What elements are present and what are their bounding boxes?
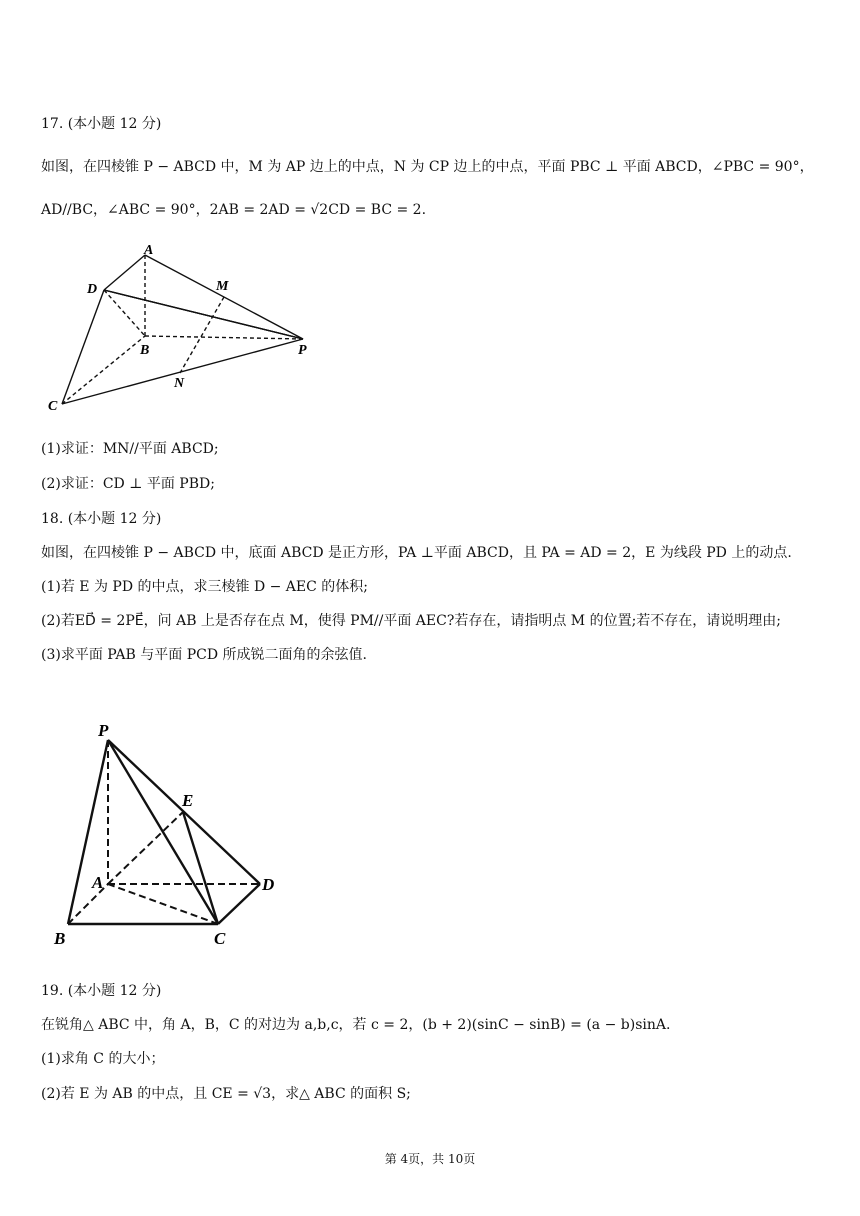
label-E: E: [182, 791, 194, 810]
edge-PB: [68, 740, 108, 924]
q19-stem: 在锐角△ ABC 中，角 A，B，C 的对边为 a,b,c，若 c = 2，(b + 2)(sinC − sinB) = (a − b)sinA.: [41, 1017, 671, 1033]
q18-part3: (3)求平面 PAB 与平面 PCD 所成锐二面角的余弦值.: [41, 647, 367, 663]
q19-part2: (2)若 E 为 AB 的中点，且 CE = √3，求△ ABC 的面积 S;: [41, 1086, 411, 1102]
q18-stem: 如图，在四棱锥 P − ABCD 中，底面 ABCD 是正方形，PA ⊥平面 ABCD，且 PA = AD = 2，E 为线段 PD 上的动点.: [41, 545, 792, 561]
q17-part1: (1)求证：MN//平面 ABCD;: [41, 441, 219, 457]
q18-part1: (1)若 E 为 PD 的中点，求三棱锥 D − AEC 的体积;: [41, 579, 369, 595]
label-A: A: [92, 873, 104, 892]
edge-AC: [108, 884, 218, 924]
label-B: B: [140, 343, 150, 358]
q17-part2: (2)求证：CD ⊥ 平面 PBD;: [41, 476, 215, 492]
label-P: P: [98, 721, 109, 740]
label-D: D: [262, 875, 275, 894]
q19-part1: (1)求角 C 的大小；: [41, 1051, 165, 1067]
edge-CD: [218, 884, 260, 924]
edge-BP: [145, 336, 303, 339]
edge-DB: [104, 290, 145, 336]
edge-PC: [108, 740, 218, 924]
q17-stem-line1: 如图，在四棱锥 P − ABCD 中，M 为 AP 边上的中点，N 为 CP 边上的中点，平面 PBC ⊥ 平面 ABCD，∠PBC = 90°，: [41, 159, 814, 175]
edge-DC: [62, 290, 104, 404]
label-A: A: [144, 243, 154, 258]
label-M: M: [216, 279, 229, 294]
q17-figure: [40, 238, 330, 422]
q18-header: 18. (本小题 12 分): [41, 511, 162, 527]
q17-header: 17. (本小题 12 分): [41, 116, 162, 132]
label-D: D: [87, 282, 98, 297]
q18-part2: (2)若ED⃗ = 2PE⃗，问 AB 上是否存在点 M，使得 PM//平面 AEC?若存在，请指明点 M 的位置;若不存在，请说明理由;: [41, 613, 782, 629]
q17-stem-line2: AD//BC，∠ABC = 90°，2AB = 2AD = √2CD = BC = 2.: [41, 202, 427, 218]
label-N: N: [174, 376, 185, 391]
q19-header: 19. (本小题 12 分): [41, 983, 162, 999]
label-C: C: [214, 929, 226, 948]
page-footer: 第 4页，共 10页: [384, 1152, 476, 1166]
label-B: B: [54, 929, 66, 948]
label-C: C: [48, 399, 58, 414]
edge-CP: [62, 339, 303, 404]
label-P: P: [298, 343, 307, 358]
q18-figure: [42, 712, 292, 961]
edge-DA: [104, 255, 145, 290]
